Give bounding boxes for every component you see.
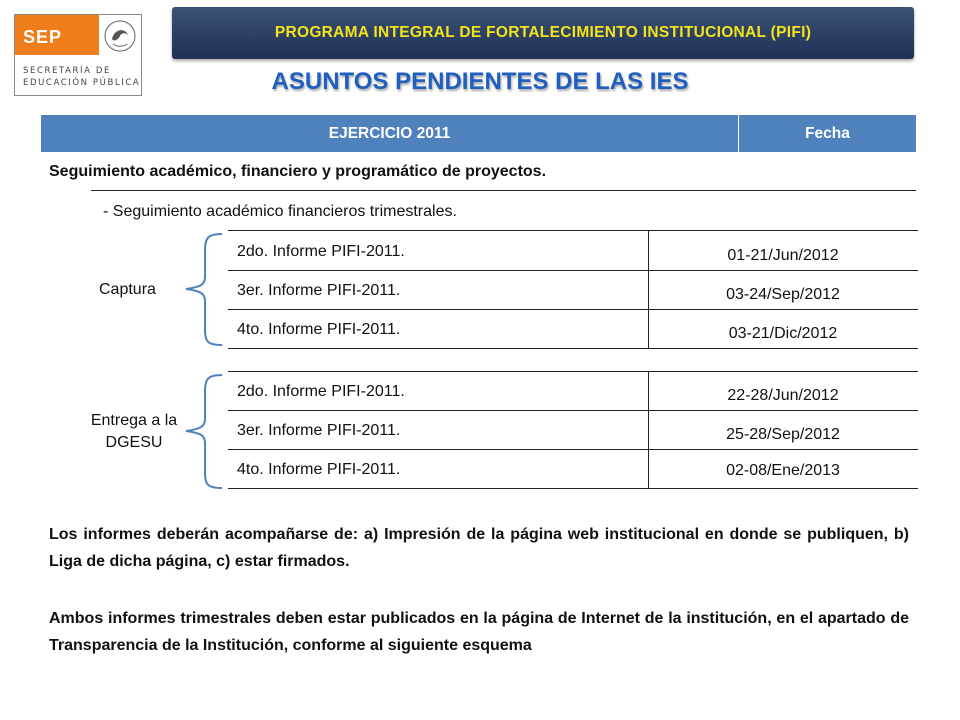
row-divider: [228, 488, 918, 489]
row-divider: [228, 449, 918, 450]
banner-text: PROGRAMA INTEGRAL DE FORTALECIMIENTO INSTITUCIONAL (PIFI): [274, 24, 812, 41]
row-divider: [228, 410, 918, 411]
report-date: 03-24/Sep/2012: [726, 286, 840, 303]
table-header: [41, 115, 916, 152]
note-paragraph-2: Ambos informes trimestrales deben estar publicados en la página de Internet de la institución, en el apartado de Transparencia de la Institución, conforme al siguiente esquema: [49, 610, 909, 654]
note-paragraph-1: Los informes deberán acompañarse de: a) Impresión de la página web institucional en donde se publiquen, b) Liga de dicha página, c) estar firmados.: [49, 526, 909, 570]
report-label: 4to. Informe PIFI-2011.: [237, 321, 401, 338]
subsection-title: - Seguimiento académico financieros trimestrales.: [103, 203, 457, 220]
group-label-line1: Entrega a la: [90, 412, 178, 429]
logo-mark: SEP: [23, 27, 63, 47]
report-label: 2do. Informe PIFI-2011.: [237, 243, 405, 260]
column-divider: [648, 230, 649, 348]
report-date: 01-21/Jun/2012: [727, 247, 839, 264]
row-divider: [228, 309, 918, 310]
report-label: 4to. Informe PIFI-2011.: [237, 461, 401, 478]
header-exercise: EJERCICIO 2011: [41, 115, 739, 152]
logo-subtitle-line2: EDUCACIÓN PÚBLICA: [23, 78, 141, 88]
row-divider: [228, 371, 918, 372]
report-date: 03-21/Dic/2012: [728, 325, 838, 342]
mexican-seal-icon: [101, 17, 139, 55]
report-date: 22-28/Jun/2012: [727, 387, 839, 404]
row-divider: [228, 270, 918, 271]
page-title: ASUNTOS PENDIENTES DE LAS IES: [271, 68, 689, 95]
brace-captura-icon: [180, 232, 230, 347]
divider: [91, 190, 916, 191]
section-title: Seguimiento académico, financiero y programático de proyectos.: [49, 163, 547, 180]
program-banner: [172, 7, 914, 59]
divider: [228, 230, 918, 231]
report-label: 3er. Informe PIFI-2011.: [237, 282, 401, 299]
group-label-line2: DGESU: [105, 434, 163, 451]
report-date: 02-08/Ene/2013: [726, 462, 840, 479]
column-divider: [648, 371, 649, 488]
header-date: Fecha: [805, 125, 850, 142]
report-date: 25-28/Sep/2012: [726, 426, 840, 443]
group-label-captura: Captura: [99, 281, 156, 298]
report-label: 3er. Informe PIFI-2011.: [237, 422, 401, 439]
row-divider: [228, 348, 918, 349]
group-label-entrega: [78, 411, 190, 453]
report-label: 2do. Informe PIFI-2011.: [237, 383, 405, 400]
logo-subtitle-line1: SECRETARÍA DE: [23, 66, 111, 76]
